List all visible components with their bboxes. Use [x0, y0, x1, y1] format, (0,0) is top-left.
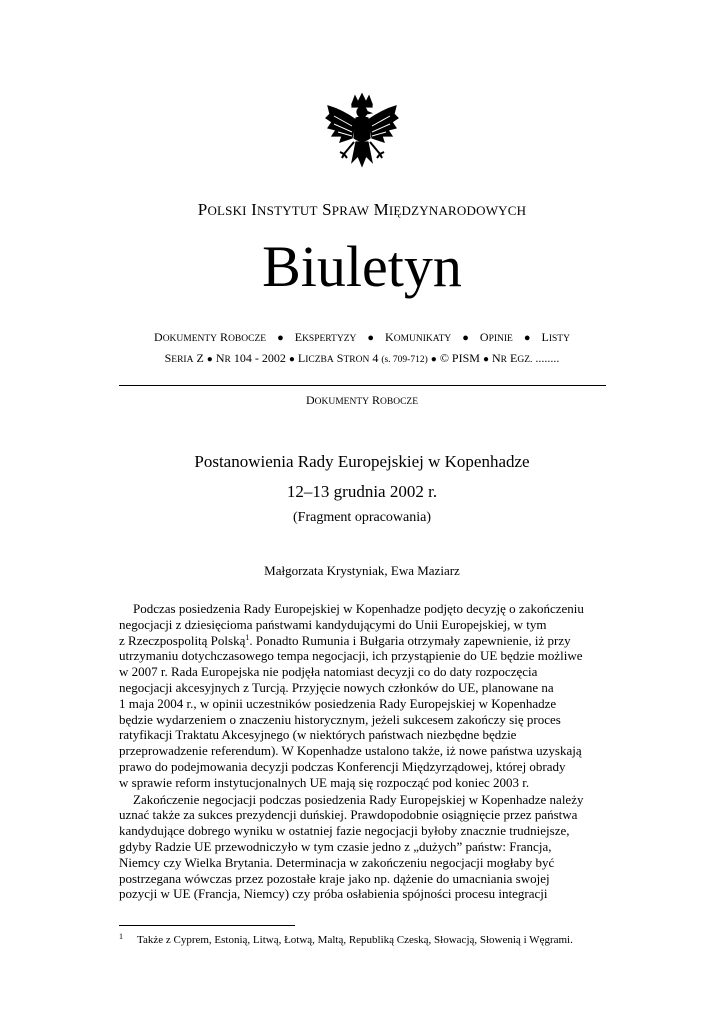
- bullet-icon: ●: [288, 354, 295, 365]
- text-line: gdyby Radzie UE przewodniczyło w tym czasie jedno z „dużych” państw: Francja,: [119, 838, 552, 854]
- text-line: pozycji w UE (Francja, Niemcy) czy próba osłabienia spójności procesu integracji: [119, 886, 548, 902]
- header-divider: [119, 385, 606, 386]
- text-line: negocjacji akcesyjnych z Turcją. Przyjęcie nowych członków do UE, planowane na: [119, 679, 554, 695]
- text-line: utrzymaniu dotychczasowego tempa negocjacji, ich przystąpienie do UE będzie możliwe: [119, 648, 583, 664]
- text-line: Zakończenie negocjacji podczas posiedzenia Rady Europejskiej w Kopenhadze należy: [133, 791, 584, 807]
- bullet-icon: ●: [462, 332, 469, 344]
- footnote-divider: [119, 925, 295, 926]
- footnote-text: Także z Cyprem, Estonią, Litwą, Łotwą, Maltą, Republiką Czeską, Słowacją, Słowenią i Węgrami.: [137, 934, 573, 946]
- bullet-icon: ●: [482, 354, 489, 365]
- bullet-icon: ●: [277, 332, 284, 344]
- article-dates: 12–13 grudnia 2002 r.: [286, 482, 438, 501]
- text-line: Niemcy czy Wielka Brytania. Determinacja w zakończeniu negocjacji mogłaby być: [119, 854, 555, 870]
- text-line: będzie wydarzeniem o znaczeniu historycznym, jeżeli sukcesem zakończy się proces: [119, 711, 561, 727]
- text-line: Podczas posiedzenia Rady Europejskiej w Kopenhadze podjęto decyzję o zakończeniu: [133, 601, 584, 616]
- text-line: w sprawie reform instytucjonalnych UE mają się rozpocząć pod koniec 2003 r.: [119, 774, 530, 790]
- paragraph-2: [119, 792, 606, 903]
- article-subtitle: (Fragment opracowania): [293, 510, 431, 525]
- text-line: postrzegana wówczas przez pozostałe kraje jako np. dążenie do umacniania swojej: [119, 870, 550, 886]
- text-line: przeprowadzenie referendum). W Kopenhadze ustalono także, iż nowe państwa uzyskają: [119, 743, 582, 759]
- text-line: uznać także za sukces prezydencji duńskiej. Prawdopodobnie osiągnięcie przez państwa: [119, 807, 578, 823]
- polish-eagle-emblem-icon: [322, 92, 402, 176]
- text-line: prawo do podejmowania decyzji podczas Konferencji Międzyrządowej, której obrady: [119, 758, 566, 774]
- footnote: [119, 932, 573, 946]
- footnote-mark: 1: [119, 932, 123, 941]
- paragraph-1: [119, 601, 606, 791]
- bullet-icon: ●: [206, 354, 213, 365]
- section-label: DOKUMENTY ROBOCZE: [305, 393, 419, 407]
- bullet-icon: ●: [430, 354, 437, 365]
- bulletin-title: Biuletyn: [262, 234, 462, 299]
- article-title: Postanowienia Rady Europejskiej w Kopenhadze: [194, 452, 530, 471]
- bullet-icon: ●: [367, 332, 375, 344]
- institute-name: POLSKI INSTYTUT SPRAW MIĘDZYNARODOWYCH: [197, 200, 527, 219]
- article-body: [119, 601, 606, 902]
- document-categories: DOKUMENTY ROBOCZE ● EKSPERTYZY ● KOMUNIKATY ● OPINIE ● LISTY: [154, 330, 570, 344]
- text-line: w 2007 r. Rada Europejska nie podjęła natomiast decyzji co do daty rozpoczęcia: [119, 664, 538, 680]
- text-line: kandydujące dobrego wyniku w ostatniej fazie negocjacji byłoby znacznie trudniejsze,: [119, 823, 570, 839]
- text-line: z Rzeczpospolitą Polską$^1$. Ponadto Rumunia i Bułgaria otrzymały zapewnienie, iż przy: [119, 632, 571, 648]
- footnote-reference[interactable]: 1: [245, 632, 250, 642]
- text-line: 1 maja 2004 r., w opinii uczestników posiedzenia Rady Europejskiej w Kopenhadze: [119, 695, 557, 711]
- article-authors: Małgorzata Krystyniak, Ewa Maziarz: [264, 563, 460, 578]
- text-line: ratyfikacji Traktatu Akcesyjnego (w niektórych państwach niezbędne będzie: [119, 727, 517, 743]
- text-line: negocjacji z dziesięcioma państwami kandydującymi do Unii Europejskiej, w tym: [119, 616, 547, 632]
- bullet-icon: ●: [523, 332, 531, 344]
- series-info: SERIA Z ● NR 104 - 2002 ● LICZBA STRON 4 (s. 709-712) ● © PISM ● NR EGZ. ........: [164, 351, 560, 365]
